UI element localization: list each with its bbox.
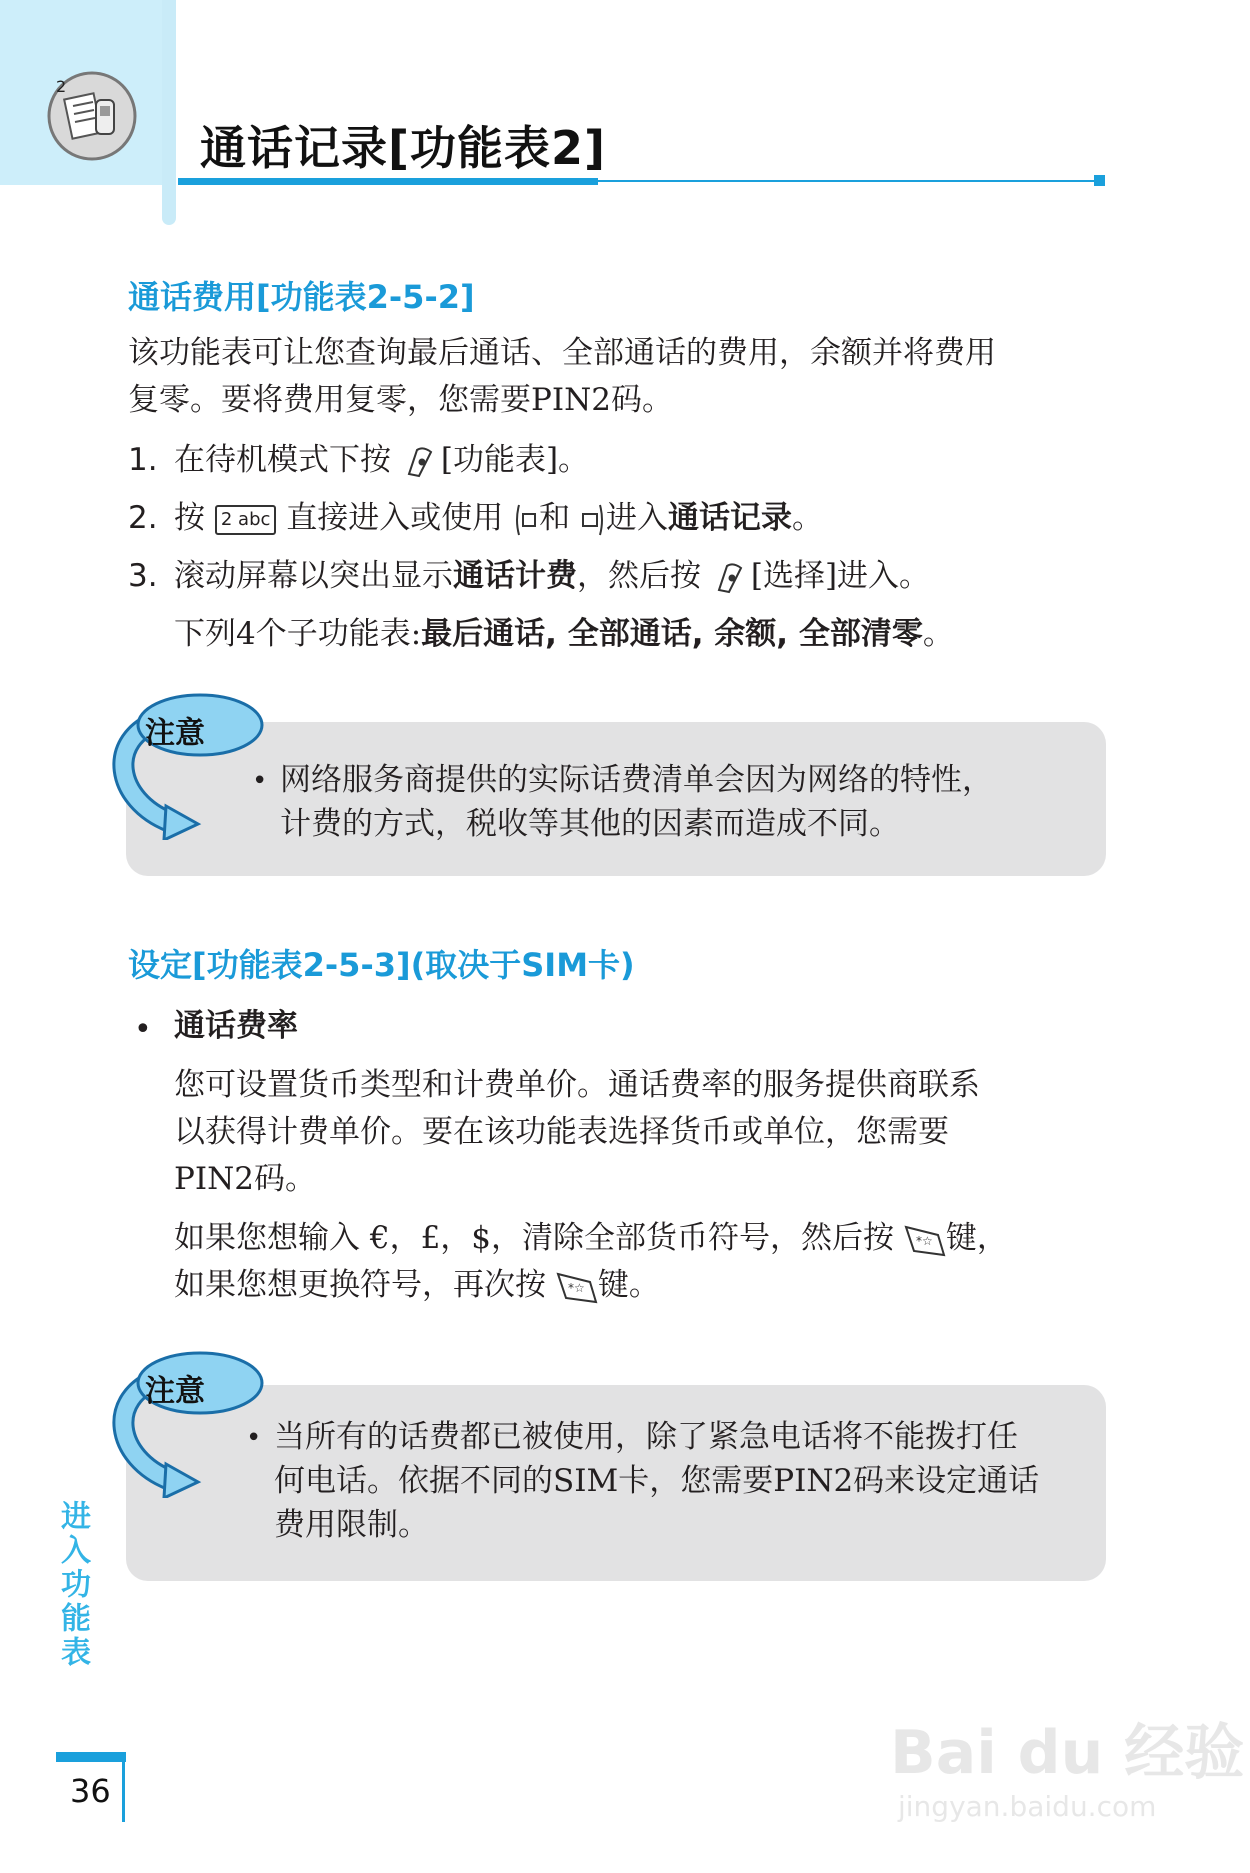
note-2-line-1: 当所有的话费都已被使用，除了紧急电话将不能拨打任 (274, 1419, 1018, 1455)
soft-key-left-icon (711, 558, 751, 598)
currency-line-2: 如果您想更换符号，再次按 *☆ 键。 (174, 1262, 660, 1309)
note-2-line-2: 何电话。依据不同的SIM卡，您需要PIN2码来设定通话 (274, 1463, 1040, 1499)
nav-up-key-icon (513, 503, 539, 537)
side-section-label: 进入功能表 (55, 1500, 90, 1670)
svg-text:*☆: *☆ (915, 1233, 933, 1248)
title-rule-end (1094, 175, 1105, 186)
note-label-1: 注意 (145, 716, 205, 751)
svg-text:*☆: *☆ (567, 1280, 585, 1295)
note-label-2: 注意 (145, 1374, 205, 1409)
page-title: 通话记录[功能表2] (200, 121, 607, 175)
star-key-icon (556, 1268, 598, 1306)
nav-down-key-icon (580, 503, 606, 537)
step-2: 2. 按 2 abc 直接进入或使用 和 进入通话记录。 (128, 496, 823, 540)
note-1-line-2: 计费的方式，税收等其他的因素而造成不同。 (280, 806, 900, 842)
step-number: 2. (128, 500, 158, 536)
star-key-icon (904, 1221, 946, 1259)
phone-book-icon (46, 70, 138, 162)
soft-key-left-icon (401, 442, 441, 482)
currency-line-1: 如果您想输入 €，£，$，清除全部货币符号，然后按 *☆ 键， (174, 1215, 1008, 1262)
step-3: 3. 滚动屏幕以突出显示通话计费，然后按 [选择]进入。 (128, 554, 930, 598)
baidu-watermark (890, 1695, 1245, 1845)
chapter-tab-bar (162, 0, 176, 225)
title-rule-thin (598, 180, 1103, 182)
title-rule (178, 178, 598, 185)
note-bullet: • (246, 1423, 262, 1453)
note-1-line-1: 网络服务商提供的实际话费清单会因为网络的特性， (280, 762, 993, 798)
list-bullet: • (134, 1012, 152, 1047)
note-bullet: • (252, 766, 268, 796)
step-number: 1. (128, 442, 158, 478)
rate-paragraph-line-3: PIN2码。 (174, 1161, 316, 1197)
key-2-icon: 2 abc (215, 505, 277, 535)
intro-line-1: 该功能表可让您查询最后通话、全部通话的费用，余额并将费用 (128, 335, 996, 371)
page-number: 36 (70, 1772, 111, 1810)
rate-paragraph-line-2: 以获得计费单价。要在该功能表选择货币或单位，您需要 (174, 1114, 949, 1150)
page-number-bar (56, 1752, 126, 1762)
step-1: 1. 在待机模式下按 [功能表]。 (128, 438, 589, 482)
watermark-logo: Bai du 经验 (890, 1718, 1245, 1788)
note-2-line-3: 费用限制。 (274, 1507, 429, 1543)
rate-paragraph-line-1: 您可设置货币类型和计费单价。通话费率的服务提供商联系 (174, 1067, 980, 1103)
section-heading-settings: 设定[功能表2-5-3](取决于SIM卡) (128, 946, 635, 984)
call-rate-title: 通话费率 (174, 1008, 298, 1044)
page-number-divider (122, 1752, 125, 1822)
section-heading-call-cost: 通话费用[功能表2-5-2] (128, 278, 475, 316)
watermark-url: jingyan.baidu.com (898, 1790, 1157, 1823)
step-number: 3. (128, 558, 158, 594)
intro-line-2: 复零。要将费用复零，您需要PIN2码。 (128, 382, 673, 418)
submenu-list: 下列4个子功能表:最后通话, 全部通话, 余额, 全部清零。 (174, 616, 954, 652)
chapter-digit: 2 (56, 77, 67, 96)
